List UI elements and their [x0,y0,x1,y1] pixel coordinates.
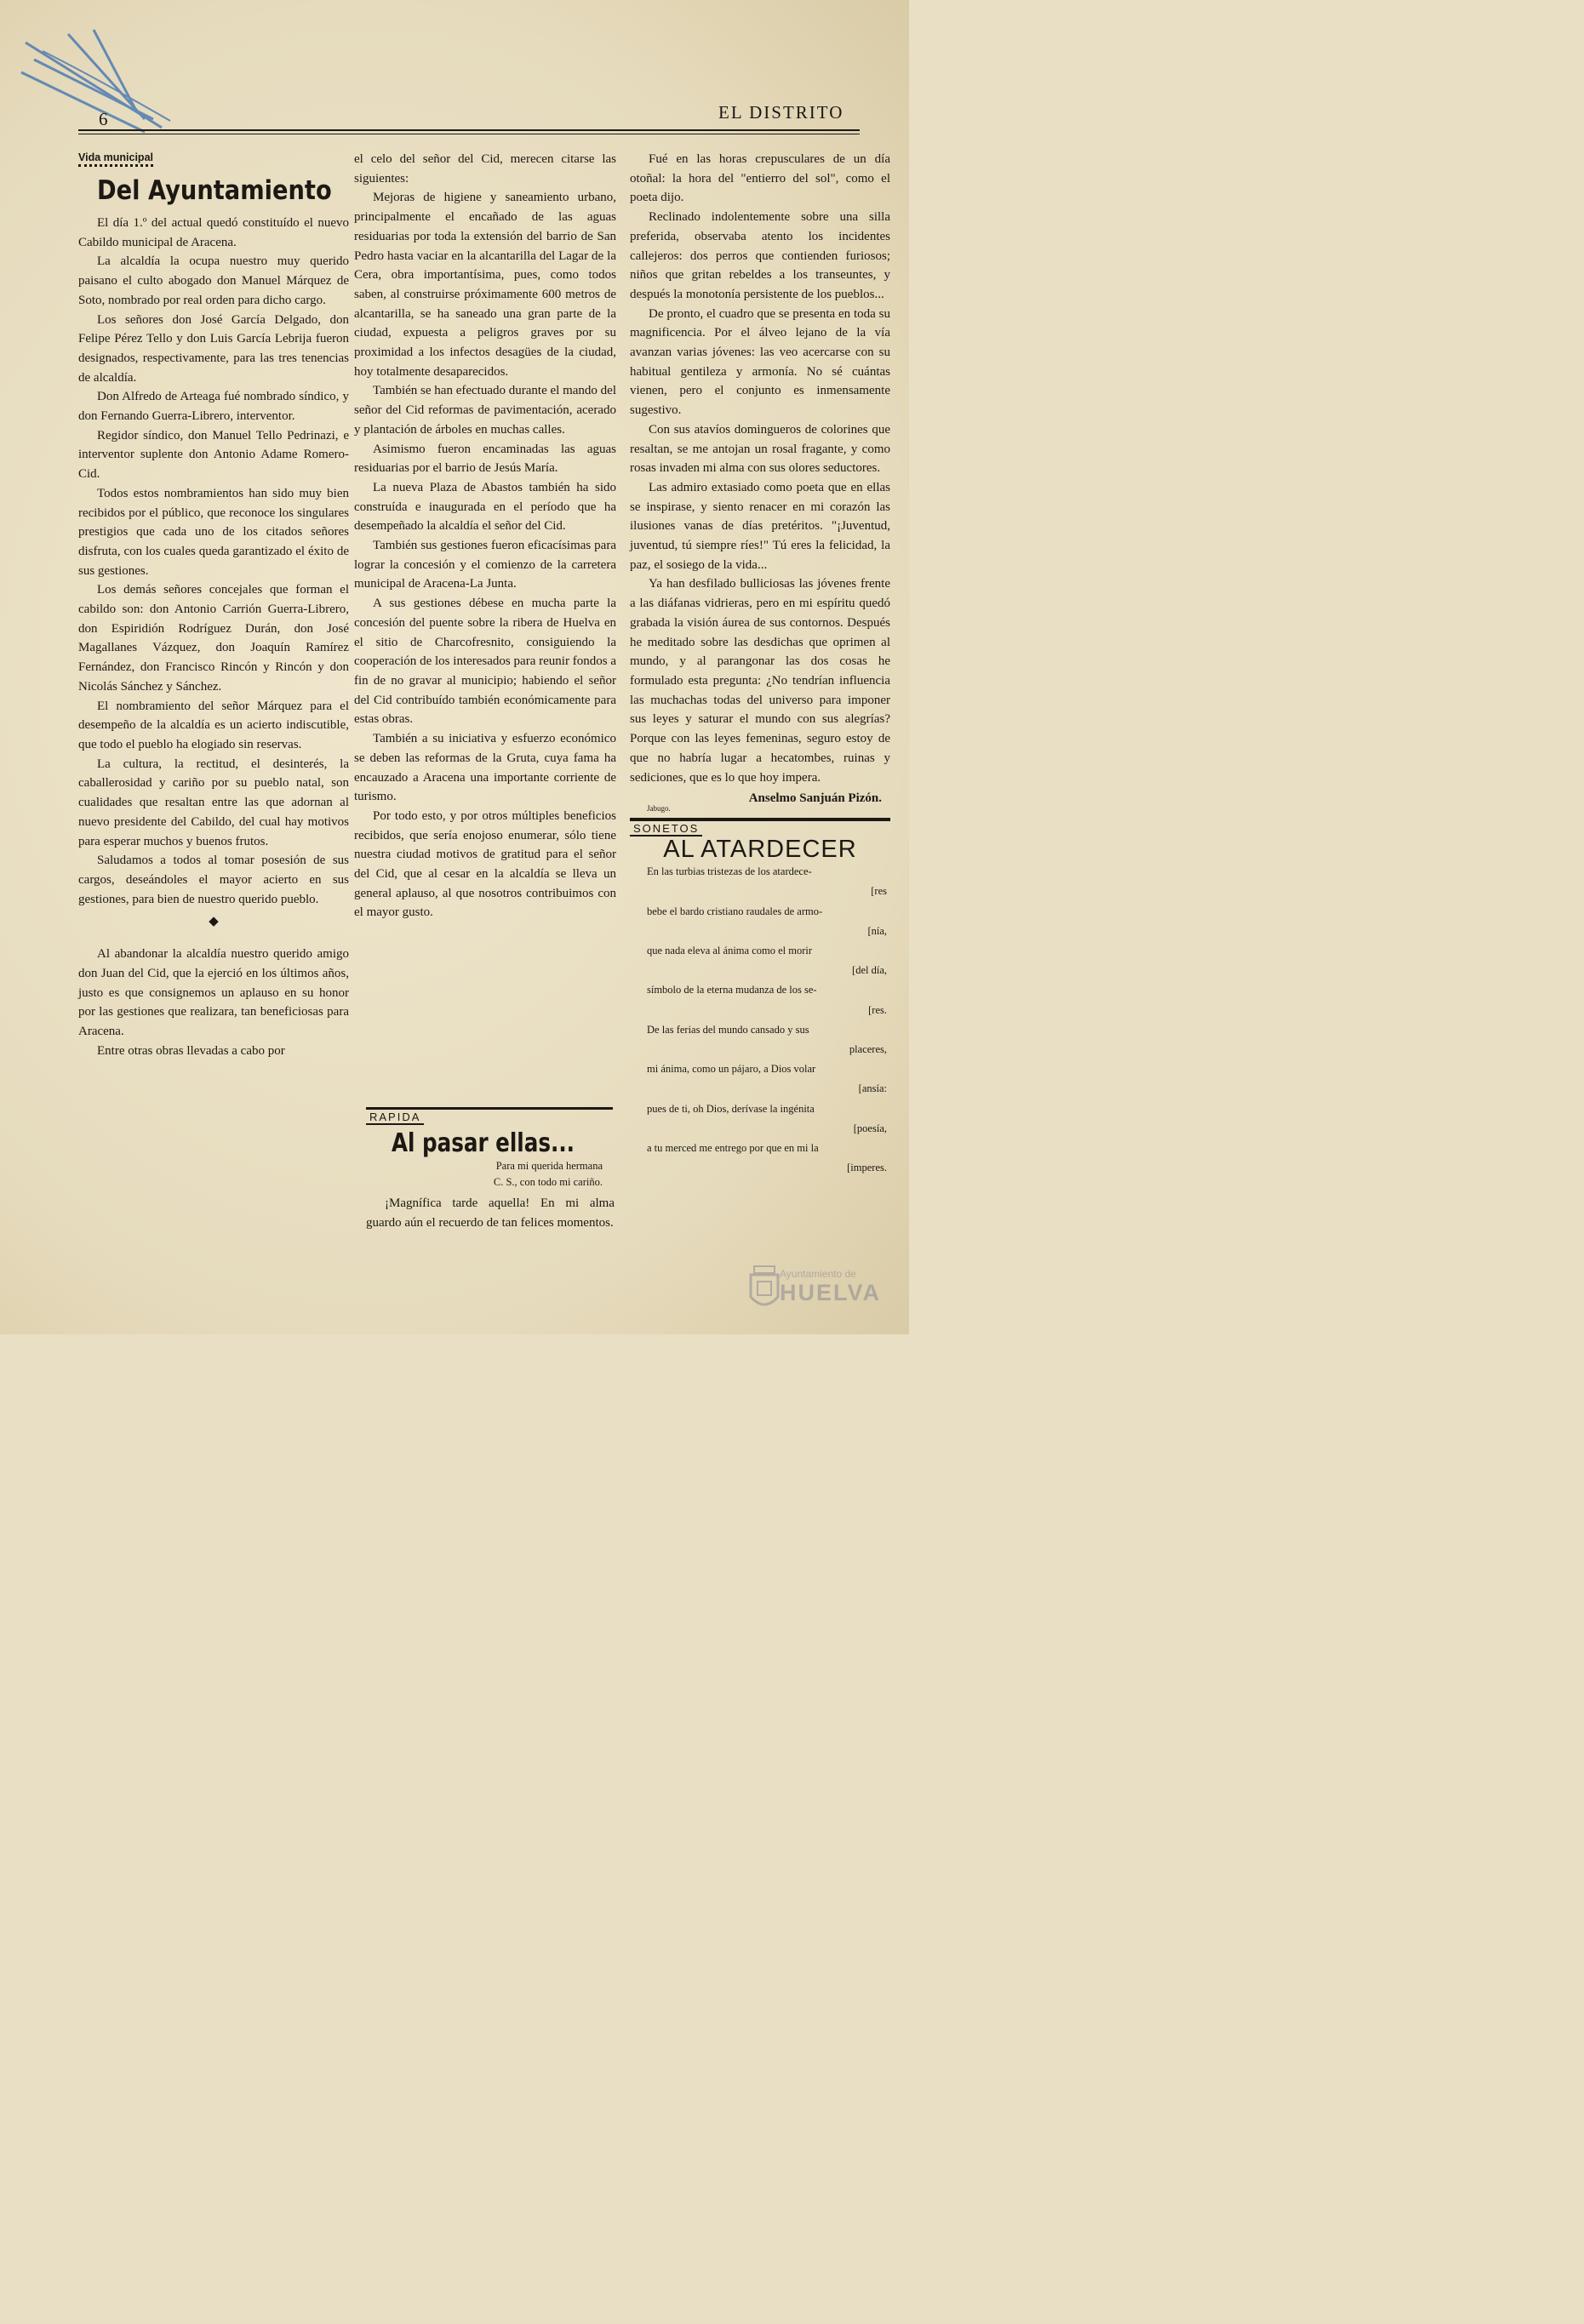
paragraph: Al abandonar la alcaldía nuestro querido amigo don Juan del Cid, que la ejerció en los últimos años, justo es que consignemos un aplauso en su honor por las gestiones que realizara, tan beneficiosas para Aracena. [78,947,349,1039]
dedication-line: C. S., con todo mi cariño. [493,1176,603,1188]
poem-line: a tu merced me entrego por que en mi la [647,1142,819,1155]
poem-line: pues de ti, oh Dios, derívase la ingénita [647,1102,815,1115]
poem-line: En las turbias tristezas de los atardece- [647,865,812,878]
paragraph: Entre otras obras llevadas a cabo por [97,1043,285,1058]
paragraph: La cultura, la rectitud, el desinterés, la caballerosidad y cariño por su pueblo natal, son cualidades que resaltan entre las que adornan al nuevo presidente del Cabildo, del cual hay motivos para esperar muchos y buenos frutos. [78,757,349,848]
paragraph: El nombramiento del señor Márquez para el desempeño de la alcaldía es un acierto indiscutible, que todo el pueblo ha elogiado sin reservas. [78,699,349,751]
crest-icon [747,1263,781,1314]
poem-line-continuation: placeres, [849,1043,887,1056]
paragraph: La nueva Plaza de Abastos también ha sido construída e inaugurada en el período que ha desempeñado la alcaldía el señor del Cid. [354,480,616,534]
paragraph: Ya han desfilado bulliciosas las jóvenes frente a las diáfanas vidrieras, pero en mi espíritu quedó grabada la visión áurea de sus contornos. Después he meditado sobre las desdichas que oprimen al mundo, y al parangonar las dos cosas he formulado esta pregunta: ¿No tendrían influencia las muchachas todas del universo para imponer sus leyes y saturar el mundo con sus alegrías? Porque con las leyes femeninas, seguro estoy de que no habría lugar a hecatombes, ruinas y sediciones, que es lo que hoy impera. [630,577,890,785]
poem-line-continuation: [nía, [867,924,887,937]
watermark-text: Ayuntamiento de [780,1268,856,1280]
section-label: Vida municipal [78,151,153,167]
section-rule [630,818,890,821]
section-label: SONETOS [630,822,702,837]
author-place: Jabugo. [647,804,671,814]
poem-line-continuation: [res [871,885,887,898]
author-signature: Anselmo Sanjuán Pizón. [748,791,882,806]
paragraph: Por todo esto, y por otros múltiples beneficios recibidos, que sería enojoso enumerar, sólo tiene nuestra ciudad motivos de gratitud para el señor del Cid, que al cesar en la alcaldía se lleva un general aplauso, al que nosotros contribuimos con el mayor gusto. [354,808,616,920]
paragraph: También se han efectuado durante el mando del señor del Cid reformas de pavimentación, acerado y plantación de árboles en muchas calles. [354,384,616,437]
paragraph: Los señores don José García Delgado, don Felipe Pérez Tello y don Luis García Lebrija fueron designados, respectivamente, para las tres tenencias de alcaldía. [78,312,349,385]
paragraph: Mejoras de higiene y saneamiento urbano, principalmente el encañado de las aguas residuarias por toda la extensión del barrio de San Pedro hasta vaciar en la alcantarilla del Lagar de la Cera, obra importantísima, pues, como todos saben, al construirse próximamente 600 metros de alcantarilla, se ha saneado una gran parte de la ciudad, expuesta a peligros graves por su proximidad a los infectos desagües de la ciudad, hoy totalmente desaparecidos. [354,191,616,379]
watermark-text: HUELVA [780,1280,881,1305]
article-title: Al pasar ellas... [392,1128,575,1158]
poem-line-continuation: [del día, [852,964,887,977]
paragraph: Reclinado indolentemente sobre una silla preferida, observaba atento los incidentes callejeros: dos perros que contienden furiosos; niños que gritan rebeldes a los transeuntes, y después la monotonía persistente de los pueblos... [630,210,890,301]
separator-ornament: ◆ [209,915,219,929]
paragraph: Los demás señores concejales que forman el cabildo son: don Antonio Carrión Guerra-Librero, don Espiridión Rodríguez Durán, don José Magallanes Vázquez, don Joaquín Ramírez Fernández, don Francisco Rincón y Rincón y don Nicolás Sánchez y Sánchez. [78,583,349,694]
column-1 [78,150,349,1061]
paragraph: Saludamos a todos al tomar posesión de sus cargos, deseándoles el mayor acierto en sus gestiones, para bien de nuestro querido pueblo. [78,854,349,906]
paragraph: También sus gestiones fueron eficacísimas para lograr la concesión y el comienzo de la carretera municipal de Aracena-La Junta. [354,539,616,591]
paragraph: ¡Magnífica tarde aquella! En mi alma guardo aún el recuerdo de tan felices momentos. [366,1196,615,1230]
masthead: EL DISTRITO [718,102,844,123]
dedication-line: Para mi querida hermana [495,1160,603,1172]
poem-line-continuation: [res. [868,1003,887,1016]
poem-line: bebe el bardo cristiano raudales de armo- [647,905,823,917]
poem-line: que nada eleva al ánima como el morir [647,945,813,957]
poem-title: AL ATARDECER [663,836,857,864]
paragraph: También a su iniciativa y esfuerzo económico se deben las reformas de la Gruta, cuya fama ha encauzado a Aracena una importante corriente de turismo. [354,732,616,804]
article-title: Del Ayuntamiento [97,175,332,206]
poem-line-continuation: [ansía: [858,1082,887,1095]
page-number: 6 [99,109,108,129]
poem-line-continuation: [imperes. [847,1162,887,1174]
watermark-logo [747,1229,892,1322]
paragraph: Fué en las horas crepusculares de un día otoñal: la hora del "entierro del sol", como el poeta dijo. [630,152,890,205]
paragraph: Asimismo fueron encaminadas las aguas residuarias por el barrio de Jesús María. [354,442,616,476]
column-2 [354,150,616,922]
paragraph: Todos estos nombramientos han sido muy bien recibidos por el público, que reconoce los singulares prestigios que cada uno de los citados señores disfruta, con los cuales queda garantizado el éxito de sus gestiones. [78,486,349,578]
paragraph: De pronto, el cuadro que se presenta en toda su magnificencia. Por el álveo lejano de la vía avanzan varias jóvenes: las veo acercarse con su habitual gentileza y armonía. No sé cuántas vienen, pero el conjunto es inmensamente sugestivo. [630,306,890,418]
header-rule [78,129,860,131]
paragraph: A sus gestiones débese en mucha parte la concesión del puente sobre la ribera de Huelva en el sitio de Charcofresnito, consiguiendo la cooperación de los interesados para reunir fondos a fin de no gravar al municipio; habiendo el señor del Cid contribuído también económicamente para estas obras. [354,597,616,727]
paragraph: el celo del señor del Cid, merecen citarse las siguientes: [354,152,616,186]
section-label: RAPIDA [366,1111,424,1125]
paragraph: Regidor síndico, don Manuel Tello Pedrinazi, e interventor suplente don Antonio Adame Romero-Cid. [78,428,349,482]
paragraph: El día 1.º del actual quedó constituído el nuevo Cabildo municipal de Aracena. [78,216,349,249]
paragraph: Con sus atavíos domingueros de colorines que resaltan, se me antojan un rosal fragante, y como rosas invaden mi alma con sus olores seductores. [630,422,890,476]
article-rapida [366,1110,615,1232]
poem-line: símbolo de la eterna mudanza de los se- [647,984,817,996]
poem-body [630,862,890,1178]
newspaper-page [0,0,909,1334]
paragraph: Don Alfredo de Arteaga fué nombrado síndico, y don Fernando Guerra-Librero, interventor. [78,390,349,424]
poem-line: mi ánima, como un pájaro, a Dios volar [647,1063,816,1076]
paragraph: Las admiro extasiado como poeta que en ellas se inspirase, y siento renacer en mi corazón las ilusiones vanas de días pretéritos. "¡Juventud, juventud, tú siempre ríes!" Tú eres la felicidad, la paz, el sosiego de la vida... [630,480,890,572]
column-3 [630,150,890,1178]
poem-line: De las ferias del mundo cansado y sus [647,1023,809,1036]
paragraph: La alcaldía la ocupa nuestro muy querido paisano el culto abogado don Manuel Márquez de Soto, nombrado por real orden para dicho cargo. [78,254,349,307]
poem-line-continuation: [poesía, [853,1122,887,1134]
